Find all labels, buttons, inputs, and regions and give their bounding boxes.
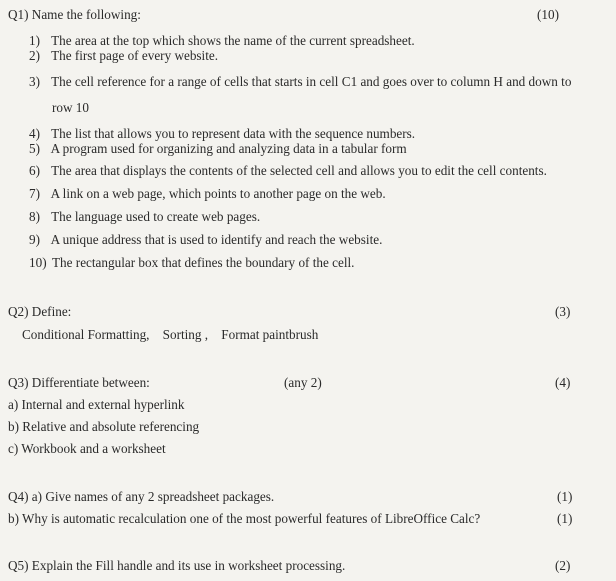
q1-item-6: 6) The area that displays the contents of the selected cell and allows you to edit the cell contents. [29,163,547,178]
q1-item-4: 4) The list that allows you to represent data with the sequence numbers. [29,126,416,141]
q1-item-9: 9) A unique address that is used to identify and reach the website. [29,232,383,247]
q4-a-text: Q4) a) Give names of any 2 spreadsheet packages. [8,489,275,504]
q3-note: (any 2) [284,375,322,390]
q4-a-marks: (1) [557,489,573,504]
q5-marks: (2) [555,558,571,573]
q1-item-8: 8) The language used to create web pages. [29,209,261,224]
q2-terms: Conditional Formatting, Sorting , Format paintbrush [22,327,319,342]
q1-item-5: 5) A program used for organizing and analyzing data in a tabular form [29,141,407,156]
q5-text: Q5) Explain the Fill handle and its use in worksheet processing. [8,558,346,573]
q3-item-c: c) Workbook and a worksheet [8,441,166,456]
q1-item-3-cont: row 10 [52,100,89,115]
q1-title: Q1) Name the following: [8,7,141,22]
q1-item-2: 2) The first page of every website. [29,48,219,63]
q2-title: Q2) Define: [8,304,72,319]
q1-item-7: 7) A link on a web page, which points to another page on the web. [29,186,386,201]
q1-item-3: 3) The cell reference for a range of cells that starts in cell C1 and goes over to column H and down to [29,74,572,89]
q3-marks: (4) [555,375,571,390]
q1-item-1: 1) The area at the top which shows the name of the current spreadsheet. [29,33,415,48]
q1-item-10: 10) The rectangular box that defines the boundary of the cell. [29,255,355,270]
q3-title: Q3) Differentiate between: [8,375,150,390]
q3-item-a: a) Internal and external hyperlink [8,397,185,412]
q4-b-text: b) Why is automatic recalculation one of the most powerful features of LibreOffice Calc? [8,511,481,526]
q1-marks: (10) [537,7,559,22]
q2-marks: (3) [555,304,571,319]
q4-b-marks: (1) [557,511,573,526]
q3-item-b: b) Relative and absolute referencing [8,419,200,434]
